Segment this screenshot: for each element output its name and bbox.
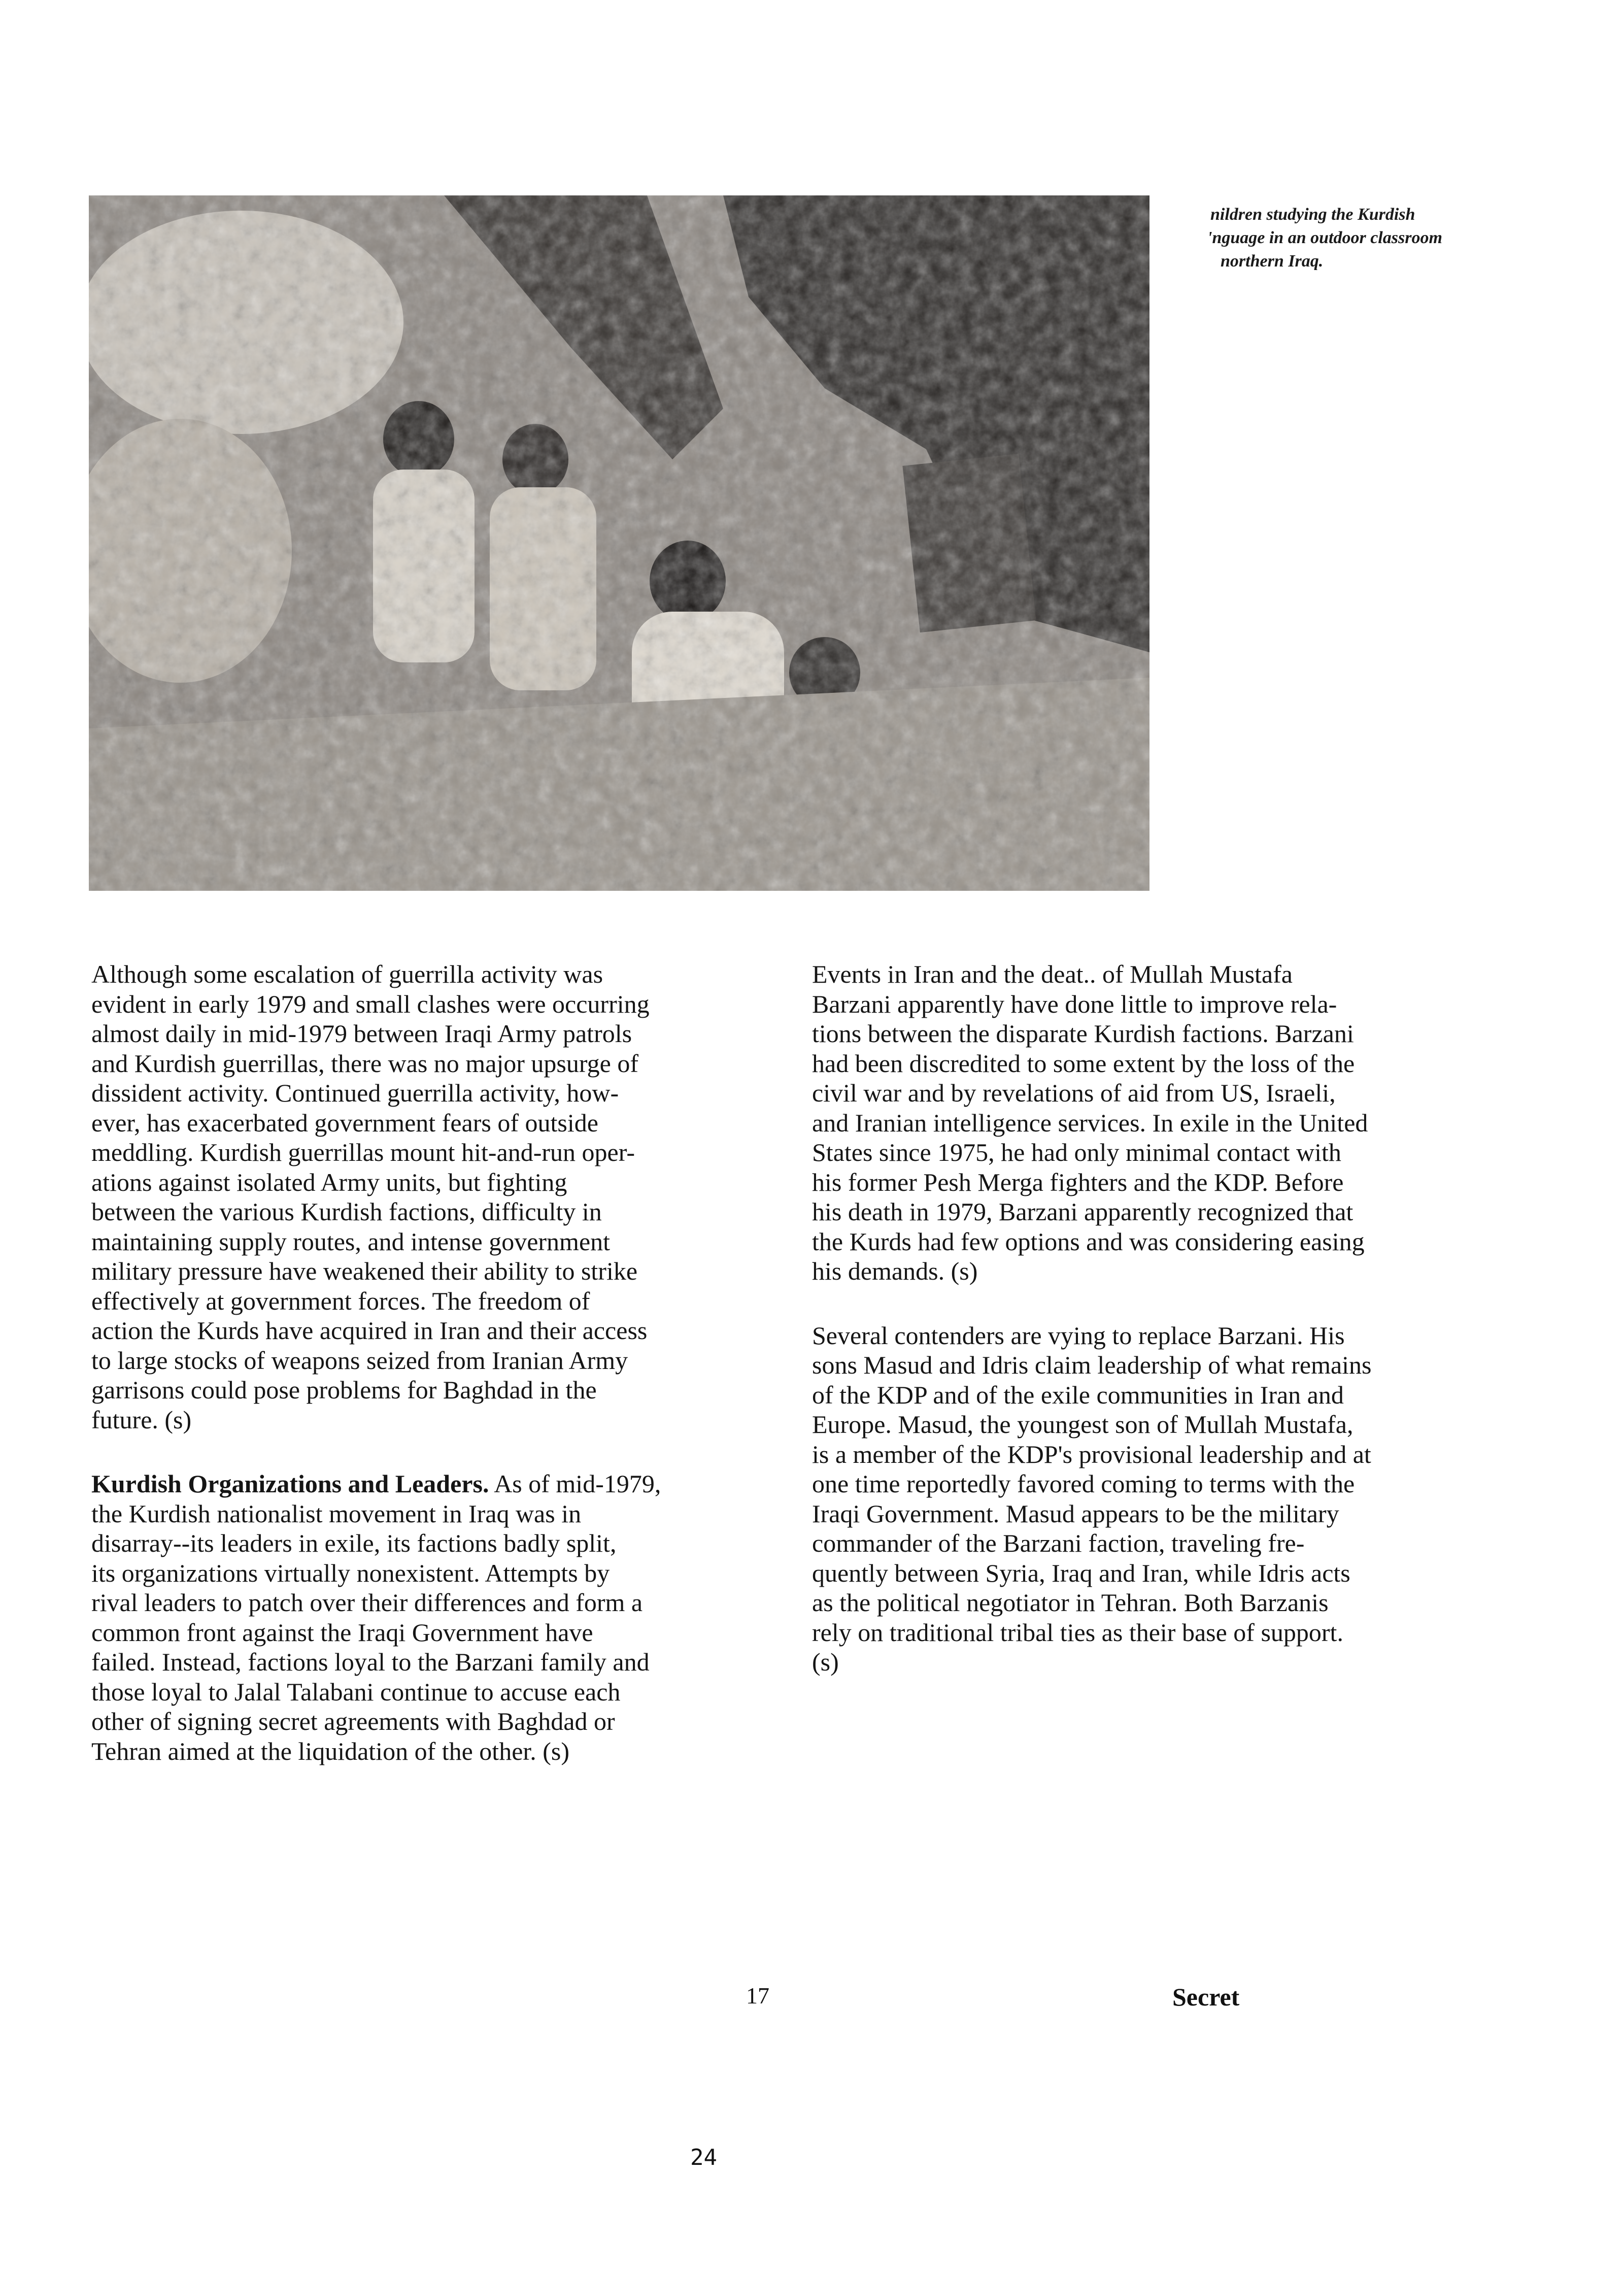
classification-marking: Secret: [1172, 1983, 1240, 2011]
text-line: and Kurdish guerrillas, there was no major upsurge of: [91, 1049, 638, 1078]
text-line: evident in early 1979 and small clashes were occurring: [91, 989, 650, 1018]
text-line: ever, has exacerbated government fears of outside: [91, 1108, 598, 1137]
text-line: Tehran aimed at the liquidation of the other. (s): [91, 1736, 570, 1765]
left-column: [91, 959, 797, 1800]
text-line: rely on traditional tribal ties as their base of support.: [812, 1618, 1343, 1647]
text-line: those loyal to Jalal Talabani continue to accuse each: [91, 1677, 621, 1706]
text-line: to large stocks of weapons seized from Iranian Army: [91, 1346, 628, 1375]
text-line: Europe. Masud, the youngest son of Mullah Mustafa,: [812, 1410, 1354, 1439]
right-column: [812, 959, 1517, 1712]
text-line: its organizations virtually nonexistent. Attempts by: [91, 1558, 610, 1587]
text-line: military pressure have weakened their ability to strike: [91, 1257, 638, 1285]
text-line: his death in 1979, Barzani apparently recognized that: [812, 1197, 1354, 1226]
text-line: one time reportedly favored coming to terms with the: [812, 1469, 1355, 1498]
text-line: almost daily in mid-1979 between Iraqi Army patrols: [91, 1019, 632, 1048]
text-line: [91, 1469, 797, 1499]
text-line: Barzani apparently have done little to improve rela-: [812, 989, 1337, 1018]
paragraph-contenders: [812, 1321, 1517, 1677]
text-line: action the Kurds have acquired in Iran and their access: [91, 1316, 648, 1345]
caption-line: nildren studying the Kurdish: [1210, 205, 1415, 224]
text-line: other of signing secret agreements with Baghdad or: [91, 1707, 615, 1735]
text-line: the Kurdish nationalist movement in Iraq was in: [91, 1499, 582, 1528]
text-line: as the political negotiator in Tehran. Both Barzanis: [812, 1588, 1329, 1617]
text-line: tions between the disparate Kurdish factions. Barzani: [812, 1019, 1354, 1048]
text-line: between the various Kurdish factions, difficulty in: [91, 1197, 602, 1226]
text-line: disarray--its leaders in exile, its factions badly split,: [91, 1529, 617, 1557]
text-line: of the KDP and of the exile communities in Iran and: [812, 1380, 1344, 1409]
text-line: rival leaders to patch over their differences and form a: [91, 1588, 643, 1617]
paragraph-guerrilla-activity: [91, 959, 797, 1434]
sheet-number: 24: [690, 2145, 717, 2170]
text-line: ations against isolated Army units, but fighting: [91, 1167, 567, 1196]
text-line: dissident activity. Continued guerrilla activity, how-: [91, 1079, 619, 1107]
text-line: States since 1975, he had only minimal contact with: [812, 1138, 1341, 1166]
paragraph-organizations-leaders: [91, 1469, 797, 1766]
photo-icon: [89, 195, 1149, 891]
text-line: future. (s): [91, 1405, 192, 1434]
text-line: and Iranian intelligence services. In exile in the United: [812, 1108, 1368, 1137]
text-line: Events in Iran and the deat.. of Mullah Mustafa: [812, 960, 1293, 988]
text-line: meddling. Kurdish guerrillas mount hit-and-run oper-: [91, 1138, 635, 1166]
page-number: 17: [746, 1983, 769, 2009]
text-line: Several contenders are vying to replace Barzani. His: [812, 1321, 1345, 1350]
text-line: is a member of the KDP's provisional leadership and at: [812, 1440, 1371, 1468]
caption-line: northern Iraq.: [1221, 252, 1324, 271]
text-line: (s): [812, 1648, 839, 1676]
text-line: maintaining supply routes, and intense government: [91, 1227, 611, 1256]
text-line: civil war and by revelations of aid from US, Israeli,: [812, 1079, 1336, 1107]
classroom-photo: [89, 195, 1149, 891]
text-line: Although some escalation of guerrilla activity was: [91, 960, 603, 988]
text-line: commander of the Barzani faction, traveling fre-: [812, 1529, 1305, 1557]
text-line: effectively at government forces. The freedom of: [91, 1286, 590, 1315]
caption-line: 'nguage in an outdoor classroom: [1207, 228, 1442, 247]
text-line: garrisons could pose problems for Baghdad in the: [91, 1376, 597, 1404]
text-line: the Kurds had few options and was considering easing: [812, 1227, 1365, 1256]
paragraph-events-iran: [812, 959, 1517, 1286]
text-line: had been discredited to some extent by the loss of the: [812, 1049, 1355, 1078]
text-line: failed. Instead, factions loyal to the Barzani family and: [91, 1648, 650, 1676]
section-heading: Kurdish Organizations and Leaders.: [91, 1469, 489, 1498]
text-line: his demands. (s): [812, 1257, 978, 1285]
photo-caption: [1207, 203, 1566, 273]
text-line: quently between Syria, Iraq and Iran, while Idris acts: [812, 1558, 1350, 1587]
text-line: Iraqi Government. Masud appears to be the military: [812, 1499, 1339, 1528]
text-line: common front against the Iraqi Government have: [91, 1618, 593, 1647]
text-fragment: As of mid-1979,: [489, 1469, 661, 1498]
text-line: his former Pesh Merga fighters and the KDP. Before: [812, 1167, 1344, 1196]
text-line: sons Masud and Idris claim leadership of what remains: [812, 1351, 1372, 1379]
